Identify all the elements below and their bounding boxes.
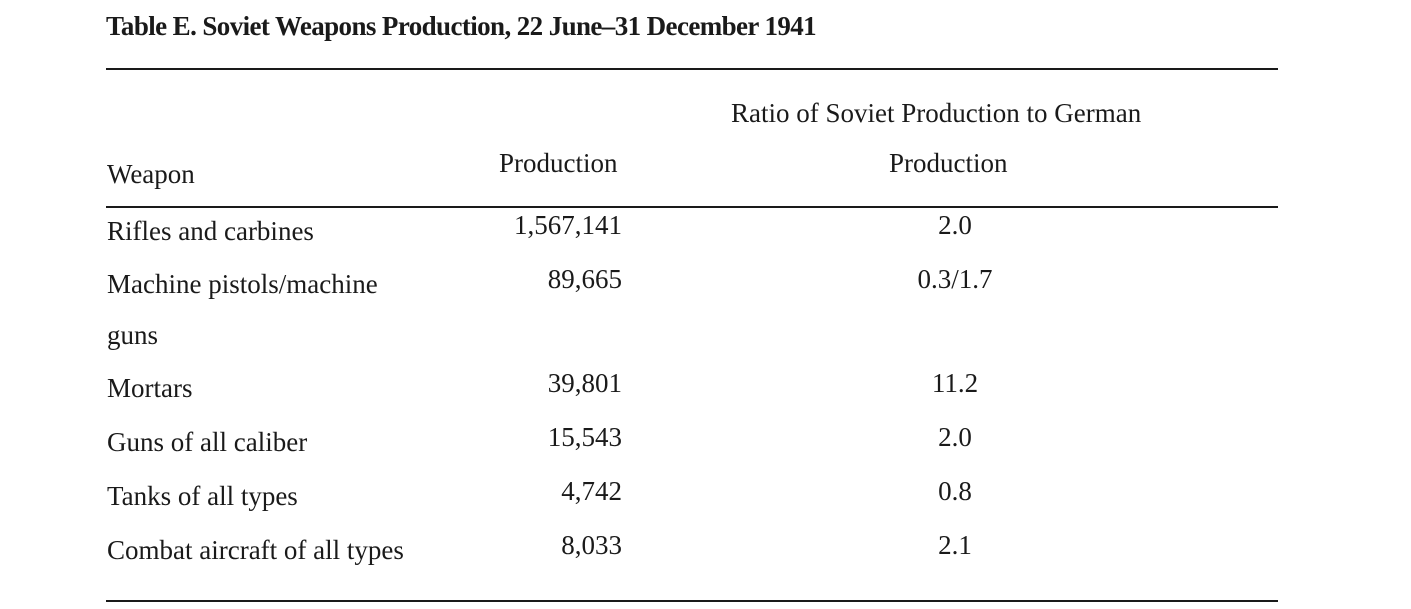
ratio-cell: 11.2: [931, 368, 979, 398]
production-cell: 1,567,141: [514, 210, 622, 240]
production-cell: 89,665: [547, 264, 622, 294]
header-weapon: Weapon: [107, 159, 195, 189]
header-production: Production: [499, 148, 618, 178]
weapon-cell: Tanks of all types: [107, 481, 298, 511]
header-rule: [106, 206, 1278, 208]
weapon-cell: Combat aircraft of all types: [107, 535, 404, 565]
weapon-cell: Mortars: [107, 373, 193, 403]
ratio-cell: 2.1: [938, 530, 972, 560]
production-cell: 8,033: [561, 530, 622, 560]
weapon-cell: Guns of all caliber: [107, 427, 308, 457]
ratio-cell: 0.8: [938, 476, 972, 506]
production-cell: 15,543: [547, 422, 622, 452]
table-title: Table E. Soviet Weapons Production, 22 June–31 December 1941: [106, 11, 817, 41]
ratio-cell: 2.0: [938, 422, 972, 452]
weapon-cell: Rifles and carbines: [107, 216, 314, 246]
top-rule: [106, 68, 1278, 70]
production-cell: 4,742: [561, 476, 622, 506]
ratio-cell: 0.3/1.7: [917, 264, 993, 294]
bottom-rule: [106, 600, 1278, 602]
header-ratio-line2: Production: [889, 148, 1008, 178]
header-ratio-line1: Ratio of Soviet Production to German: [731, 98, 1142, 128]
ratio-cell: 2.0: [938, 210, 972, 240]
weapon-cell: Machine pistols/machine: [107, 269, 378, 299]
production-cell: 39,801: [547, 368, 622, 398]
weapon-cell-continued: guns: [107, 320, 159, 350]
